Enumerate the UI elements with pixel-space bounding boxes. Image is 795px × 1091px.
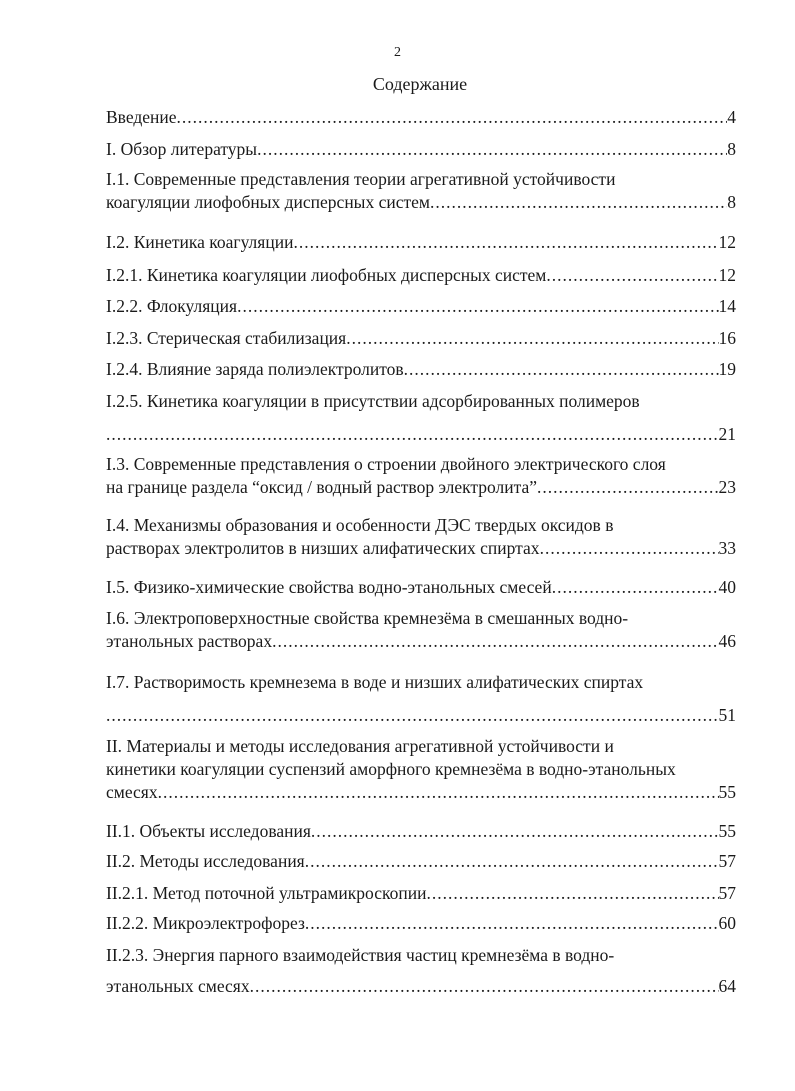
toc-entry-1-2-4 xyxy=(106,358,736,381)
toc-entry-2-2 xyxy=(106,850,736,873)
toc-entry-text: I.2. Кинетика коагуляции xyxy=(106,232,294,252)
toc-entry-text: растворах электролитов в низших алифатических спиртах xyxy=(106,538,540,558)
toc-entry-1-2-3 xyxy=(106,327,736,350)
dot-leader xyxy=(430,191,727,214)
toc-page-number: 21 xyxy=(718,424,736,444)
toc-entry-1-2 xyxy=(106,231,736,254)
dot-leader xyxy=(552,576,719,599)
toc-entry-line: I.1. Современные представления теории агрегативной устойчивости xyxy=(106,169,616,189)
toc-page-number: 16 xyxy=(718,328,736,348)
dot-leader xyxy=(177,106,728,129)
toc-entry-1-2-5 xyxy=(106,390,736,446)
toc-page-number: 55 xyxy=(718,821,736,841)
toc-entry-text: II.2.2. Микроэлектрофорез xyxy=(106,913,305,933)
dot-leader xyxy=(404,358,719,381)
dot-leader xyxy=(311,820,719,843)
toc-page-number: 57 xyxy=(718,883,736,903)
toc-entry-text: II.2. Методы исследования xyxy=(106,851,305,871)
toc-entry-1-2-2 xyxy=(106,295,736,318)
toc-entry-text: коагуляции лиофобных дисперсных систем xyxy=(106,192,430,212)
toc-entry-text: II.2.1. Метод поточной ультрамикроскопии xyxy=(106,883,427,903)
toc-entry-text: на границе раздела “оксид / водный раствор электролита” xyxy=(106,477,538,497)
toc-entry-line: I.7. Растворимость кремнезема в воде и низших алифатических спиртах xyxy=(106,672,644,692)
toc-entry-line: кинетики коагуляции суспензий аморфного кремнезёма в водно-этанольных xyxy=(106,759,676,779)
toc-entry-text: I.2.4. Влияние заряда полиэлектролитов xyxy=(106,359,404,379)
toc-entry-text: II.1. Объекты исследования xyxy=(106,821,311,841)
toc-entry-line: I.6. Электроповерхностные свойства кремнезёма в смешанных водно- xyxy=(106,608,629,628)
page-number: 2 xyxy=(394,45,401,60)
dot-leader xyxy=(250,975,719,998)
toc-entry-line: II.2.3. Энергия парного взаимодействия частиц кремнезёма в водно- xyxy=(106,945,615,965)
toc-entry-text: Введение xyxy=(106,107,177,127)
toc-entry-2-1 xyxy=(106,820,736,843)
dot-leader xyxy=(237,295,718,318)
toc-page-number: 33 xyxy=(718,538,736,558)
dot-leader xyxy=(537,476,718,499)
toc-entry-1-7 xyxy=(106,671,736,727)
toc-entry-text: I.5. Физико-химические свойства водно-этанольных смесей xyxy=(106,577,552,597)
toc-page-number: 23 xyxy=(718,477,736,497)
toc-entry-literature-review xyxy=(106,138,736,161)
toc-page-number: 8 xyxy=(727,139,736,159)
toc-entry-1-2-1 xyxy=(106,264,736,287)
toc-page-number: 12 xyxy=(718,265,736,285)
toc-entry-1-1 xyxy=(106,168,736,214)
toc-page-number: 64 xyxy=(718,976,736,996)
toc-page-number: 4 xyxy=(727,107,736,127)
dot-leader xyxy=(540,537,719,560)
toc-entry-text: смесях xyxy=(106,782,158,802)
toc-page-number: 51 xyxy=(718,705,736,725)
toc-entry-line: I.4. Механизмы образования и особенности ДЭС твердых оксидов в xyxy=(106,515,614,535)
dot-leader xyxy=(546,264,718,287)
toc-entry-line: II. Материалы и методы исследования агрегативной устойчивости и xyxy=(106,736,614,756)
toc-entry-1-3 xyxy=(106,453,736,499)
toc-entry-1-6 xyxy=(106,607,736,653)
toc-page-number: 19 xyxy=(718,359,736,379)
toc-entry-2-2-3 xyxy=(106,944,736,998)
toc-entry-line: I.3. Современные представления о строении двойного электрического слоя xyxy=(106,454,666,474)
toc-page-number: 8 xyxy=(727,192,736,212)
dot-leader xyxy=(158,781,719,804)
toc-entry-line: I.2.5. Кинетика коагуляции в присутствии адсорбированных полимеров xyxy=(106,391,640,411)
dot-leader xyxy=(106,423,719,446)
toc-page-number: 40 xyxy=(718,577,736,597)
dot-leader xyxy=(305,912,719,935)
toc-entry-2-2-2 xyxy=(106,912,736,935)
toc-entry-1-5 xyxy=(106,576,736,599)
toc-entry-text: I. Обзор литературы xyxy=(106,139,258,159)
toc-page-number: 60 xyxy=(718,913,736,933)
dot-leader xyxy=(346,327,718,350)
toc-entry-text: этанольных растворах xyxy=(106,631,273,651)
dot-leader xyxy=(426,882,718,905)
toc-entry-text: этанольных смесях xyxy=(106,976,250,996)
dot-leader xyxy=(272,630,718,653)
toc-entry-2-2-1 xyxy=(106,882,736,905)
toc-page-number: 12 xyxy=(718,232,736,252)
dot-leader xyxy=(305,850,719,873)
toc-entry-text: I.2.3. Стерическая стабилизация xyxy=(106,328,347,348)
dot-leader xyxy=(106,704,719,727)
toc-entry-text: I.2.1. Кинетика коагуляции лиофобных дисперсных систем xyxy=(106,265,547,285)
toc-entry-2 xyxy=(106,735,736,804)
toc-entry-text: I.2.2. Флокуляция xyxy=(106,296,238,316)
toc-page-number: 57 xyxy=(718,851,736,871)
toc-title: Содержание xyxy=(372,74,468,94)
toc-page-number: 46 xyxy=(718,631,736,651)
toc-entry-introduction xyxy=(106,106,736,129)
toc-entry-1-4 xyxy=(106,514,736,560)
toc-page-number: 14 xyxy=(718,296,736,316)
toc-page-number: 55 xyxy=(718,782,736,802)
dot-leader xyxy=(293,231,718,254)
dot-leader xyxy=(257,138,727,161)
